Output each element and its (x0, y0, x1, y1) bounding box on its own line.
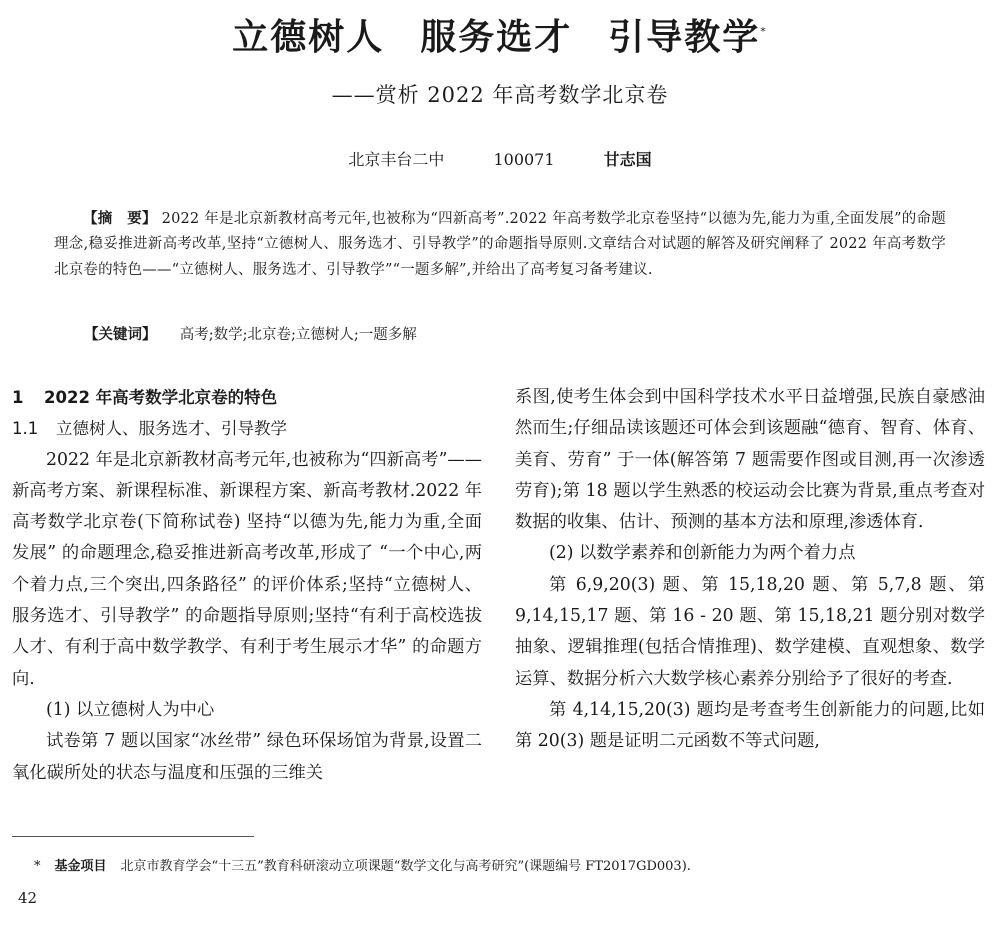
keywords-text: 高考;数学;北京卷;立德树人;一题多解 (179, 327, 417, 343)
body-paragraph: 2022 年是北京新教材高考元年,也被称为“四新高考”—— 新高考方案、新课程标准、新课程方案、新高考教材.2022 年高考数学北京卷(下简称试卷) 坚持“以德为先,能力为重,全面发展” 的命题理念,稳妥推进新高考改革,形成了 “一个中心,两个着力点,三个突出,四条路径” 的评价体系;坚持“立德树人、服务选才、引导教学” 的命题指导原则;坚持“有利于高校选拔人才、有利于高中数学教学、有利于考生展示才华” 的命题方向. (12, 449, 482, 689)
subsection-title: 立德树人、服务选才、引导教学 (56, 419, 287, 439)
keywords (84, 323, 944, 348)
subsection-number: 1.1 (12, 419, 39, 439)
author-school: 北京丰台二中 (348, 150, 445, 169)
keywords-label: 【关键词】 (84, 327, 157, 343)
title-footnote-mark: * (760, 25, 768, 38)
left-column (12, 382, 482, 789)
body-paragraph: 系图,使考生体会到中国科学技术水平日益增强,民族自豪感油然而生;仔细品读该题还可体会到该题融“德育、智育、体育、美育、劳育” 于一体(解答第 7 题需要作图或目测,再一次渗透劳育);第 18 题以学生熟悉的校运动会比赛为背景,重点考查对数据的收集、估计、预测的基本方法和原理,渗透体育. (515, 387, 985, 533)
footnote-mark: * (34, 859, 41, 874)
title-part-2: 服务选才 (420, 17, 573, 58)
page-number: 42 (18, 889, 38, 907)
footnote-label: 基金项目 (54, 859, 107, 874)
author-line (0, 149, 1000, 171)
title-part-1: 立德树人 (232, 17, 385, 58)
footnote-divider (12, 836, 254, 837)
section-number: 1 (12, 388, 24, 407)
abstract-text: 2022 年是北京新教材高考元年,也被称为“四新高考”.2022 年高考数学北京卷坚持“以德为先,能力为重,全面发展”的命题理念,稳妥推进新高考改革,坚持“立德树人、服务选才、引导教学”的命题指导原则.文章结合对试题的解答及研究阐释了 2022 年高考数学北京卷的特色——“立德树人、服务选才、引导教学”“一题多解”,并给出了高考复习备考建议. (54, 211, 946, 278)
abstract (54, 207, 946, 283)
footnote-text: 北京市教育学会“十三五”教育科研滚动立项课题“数学文化与高考研究”(课题编号 FT2017GD003). (120, 859, 691, 874)
body-paragraph: 第 4,14,15,20(3) 题均是考查考生创新能力的问题,比如第 20(3) 题是证明二元函数不等式问题, (515, 699, 985, 752)
abstract-label: 【摘 要】 (83, 211, 157, 227)
paper-subtitle: ——赏析 2022 年高考数学北京卷 (331, 83, 669, 107)
right-column (515, 382, 985, 758)
author-postcode: 100071 (493, 150, 555, 169)
title-part-3: 引导教学 (608, 17, 761, 58)
footnote (34, 857, 974, 877)
list-item-heading: (1) 以立德树人为中心 (46, 699, 215, 720)
section-heading (12, 382, 482, 413)
subsection-heading (12, 413, 482, 444)
paper-title (0, 14, 1000, 62)
author-name: 甘志国 (603, 150, 652, 169)
body-paragraph: 第 6,9,20(3) 题、第 15,18,20 题、第 5,7,8 题、第 9,14,15,17 题、第 16 - 20 题、第 15,18,21 题分别对数学抽象、逻辑推理(包括合情推理)、数学建模、直观想象、数学运算、数据分析六大数学核心素养分别给予了很好的考查. (515, 574, 985, 689)
body-paragraph: 试卷第 7 题以国家“冰丝带” 绿色环保场馆为背景,设置二氧化碳所处的状态与温度和压强的三维关 (12, 731, 482, 783)
section-title: 2022 年高考数学北京卷的特色 (44, 388, 278, 407)
list-item-heading: (2) 以数学素养和创新能力为两个着力点 (549, 543, 856, 564)
